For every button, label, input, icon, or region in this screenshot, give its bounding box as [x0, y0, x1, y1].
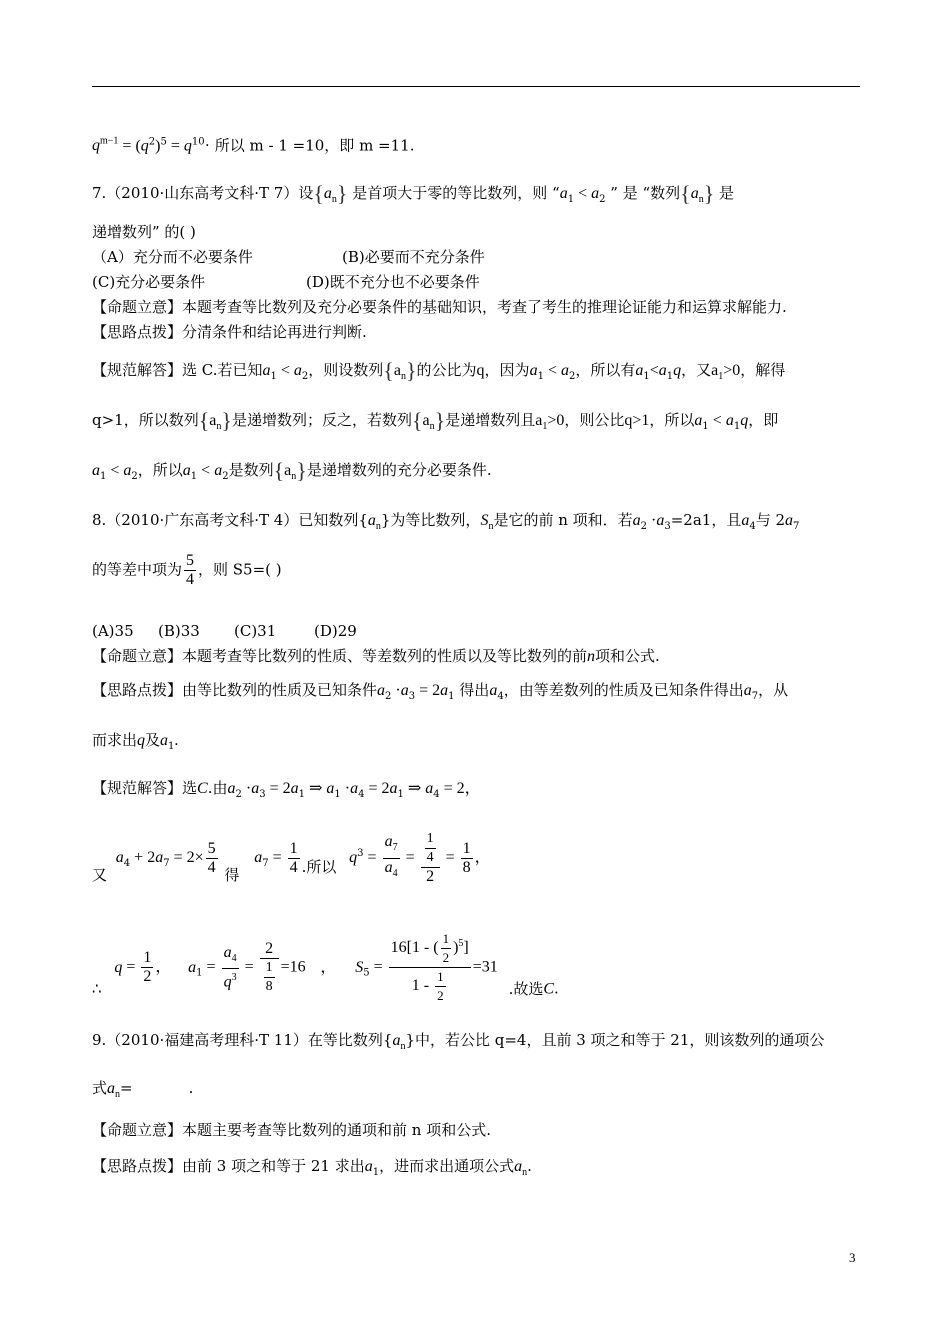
- q8-stem-line1: 8.（2010·广东高考文科·T 4）已知数列$\{a_n\}$为等比数列，$S_n$是它的前 n 项和．若$a_2 \cdot a_3=2a1$，且$a_4$与 $2a_7$: [92, 511, 800, 533]
- q7-hint: 【思路点拨】分清条件和结论再进行判断.: [92, 323, 367, 341]
- q7-solution-line3: $a_1 < a_2$，所以$a_1 < a_2$是数列$\{a_n\}$是递增数列的充分必要条件.: [92, 458, 492, 483]
- q9-intent: 【命题立意】本题主要考查等比数列的通项和前 n 项和公式.: [92, 1121, 491, 1139]
- q8-intent: 【命题立意】本题考查等比数列的性质、等差数列的性质以及等比数列的前n项和公式.: [92, 647, 660, 665]
- q7-option-b: (B)必要而不充分条件: [342, 248, 485, 266]
- q7-stem-c: ” 是 “数列: [610, 184, 681, 202]
- formula-line-q-power: $q^{m-1} = (q^2)^5 = q^{10}\cdot$ 所以 m - 1 =10，即 m =11.: [92, 136, 415, 155]
- q8-option-d: (D)29: [314, 622, 357, 640]
- page-number: 3: [849, 1250, 856, 1265]
- q7-option-a: （A）充分而不必要条件: [92, 248, 253, 266]
- q8-options: [92, 621, 357, 641]
- q9-stem-line1: 9.（2010·福建高考理科·T 11）在等比数列$\{a_n\}$中，若公比 q=4，且前 3 项之和等于 21，则该数列的通项公: [92, 1031, 825, 1053]
- q8-hint-line2: 而求出q及$a_1$.: [92, 731, 179, 752]
- q9-hint: 【思路点拨】由前 3 项之和等于 21 求出$a_1$，进而求出通项公式$a_n$.: [92, 1157, 532, 1179]
- q8-solution-line2: 又 $a_4 + 2a_7 = 2\times$ $\frac{5}{4}$ 得 $a_7$ = $\frac{1}{4}$ .所以 $q^3$ = $\frac{a_7}{a_4}$ = $\frac{\frac{1}{4}}{2}$ = $\frac{1}{8}$ ，: [92, 831, 491, 885]
- q7-option-d: (D)既不充分也不必要条件: [306, 273, 480, 291]
- q7-solution-line2: q>1，所以数列$\{a_n\}$是递增数列；反之，若数列$\{a_n\}$是递增数列且$a_1>0$，则公比q>1，所以$a_1 < a_1q$，即: [92, 408, 779, 433]
- q7-options-row1: [92, 247, 485, 267]
- q8-hint-line1: 【思路点拨】由等比数列的性质及已知条件$a_2 \cdot a_3 = 2a_1$ 得出$a_4$，由等差数列的性质及已知条件得出$a_7$，从: [92, 681, 789, 702]
- q8-option-a: (A)35: [92, 622, 134, 640]
- q8-option-c: (C)31: [234, 622, 277, 640]
- q7-stem-a: 7.（2010·山东高考文科·T 7）设: [92, 184, 314, 202]
- q8-solution-line3: ∴ q = $\frac{1}{2}$ ， $a_1$ = $\frac{a_4}{q^3}$ = $\frac{2}{\frac{1}{8}}$ =16 ， $S_5$ = 16[1 - ( $\frac{1}{2}$ )$^5$] 1 - $\frac{1}{2}$ =31 .故选C.: [92, 931, 559, 1003]
- q7-options-row2: [92, 272, 480, 292]
- top-conclusion: 所以 m - 1 =10，即 m =11.: [214, 136, 415, 155]
- q7-stem-b: 是首项大于零的等比数列，则 “: [352, 184, 560, 202]
- q7-solution-line1: 【规范解答】选 C.若已知$a_1 < a_2$，则设数列$\{a_n\}$的公比为q，因为$a_1 < a_2$，所以有$a_1<a_1q$，又$a_1>0$，解得: [92, 358, 786, 383]
- q8-option-b: (B)33: [158, 622, 200, 640]
- q7-intent: 【命题立意】本题考查等比数列及充分必要条件的基础知识，考查了考生的推理论证能力和运算求解能力.: [92, 298, 787, 316]
- header-rule: [92, 86, 860, 87]
- q9-stem-line2: 式$a_n=$ .: [92, 1079, 194, 1101]
- q7-stem-line1: 7.（2010·山东高考文科·T 7）设$\{a_n\}$ 是首项大于零的等比数列，则 “$a_1 < a_2$ ” 是 “数列$\{a_n\}$ 是: [92, 181, 735, 206]
- q7-stem-line2: 递增数列” 的( ): [92, 223, 196, 241]
- q7-option-c: (C)充分必要条件: [92, 273, 206, 291]
- q8-stem-line2: 的等差中项为 $\frac{5}{4}$ ，则 S5=( ): [92, 552, 282, 588]
- q8-solution-line1: 【规范解答】选C.由$a_2 \cdot a_3 = 2a_1$ ⇒ $a_1 \cdot a_4 = 2a_1$ ⇒ $a_4 = 2$，: [92, 779, 481, 800]
- q8-fraction: $\frac{5}{4}$: [186, 552, 195, 588]
- q7-stem-d: 是: [719, 184, 735, 202]
